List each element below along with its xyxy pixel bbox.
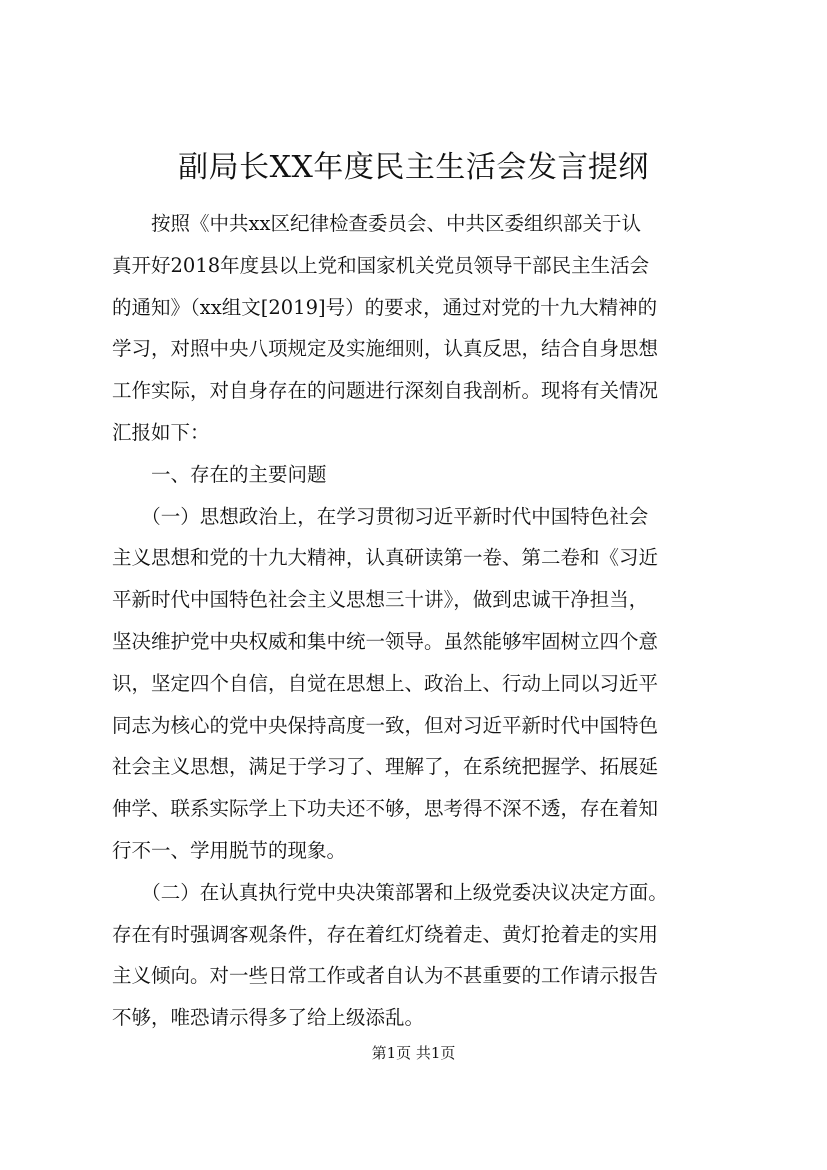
body-line: （二）在认真执行党中央决策部署和上级党委决议决定方面。 — [112, 880, 668, 904]
body-line: 真开好2018年度县以上党和国家机关党员领导干部民主生活会 — [112, 253, 650, 277]
body-line: 汇报如下： — [112, 420, 210, 444]
document-body — [112, 203, 732, 1039]
body-line: 识，坚定四个自信，自觉在思想上、政治上、行动上同以习近平 — [112, 671, 659, 695]
document-title: 副局长XX年度民主生活会发言提纲 — [178, 150, 649, 185]
body-line: 坚决维护党中央权威和集中统一领导。虽然能够牢固树立四个意 — [112, 629, 659, 653]
body-line: 平新时代中国特色社会主义思想三十讲》，做到忠诚干净担当， — [112, 588, 649, 612]
body-line: 伸学、联系实际学上下功夫还不够，思考得不深不透，存在着知 — [112, 797, 659, 821]
body-line: 行不一、学用脱节的现象。 — [112, 838, 347, 862]
body-line: 同志为核心的党中央保持高度一致，但对习近平新时代中国特色 — [112, 713, 659, 737]
page-footer: 第1页 共1页 — [371, 1044, 456, 1062]
body-line: 社会主义思想，满足于学习了、理解了，在系统把握学、拓展延 — [112, 755, 659, 779]
section-heading: 一、存在的主要问题 — [112, 462, 327, 486]
body-line: 工作实际，对自身存在的问题进行深刻自我剖析。现将有关情况 — [112, 379, 659, 403]
body-line: 按照《中共xx区纪律检查委员会、中共区委组织部关于认 — [112, 212, 641, 235]
body-line: 存在有时强调客观条件，存在着红灯绕着走、黄灯抢着走的实用 — [112, 922, 659, 946]
body-line: 学习，对照中央八项规定及实施细则，认真反思，结合自身思想 — [112, 337, 659, 361]
body-line: 主义倾向。对一些日常工作或者自认为不甚重要的工作请示报告 — [112, 964, 659, 988]
body-line: 主义思想和党的十九大精神，认真研读第一卷、第二卷和《习近 — [112, 546, 659, 570]
body-line: （一）思想政治上，在学习贯彻习近平新时代中国特色社会 — [112, 504, 649, 528]
body-line: 的通知》（xx组文[2019]号）的要求，通过对党的十九大精神的 — [112, 295, 658, 319]
body-line: 不够，唯恐请示得多了给上级添乱。 — [112, 1006, 425, 1030]
